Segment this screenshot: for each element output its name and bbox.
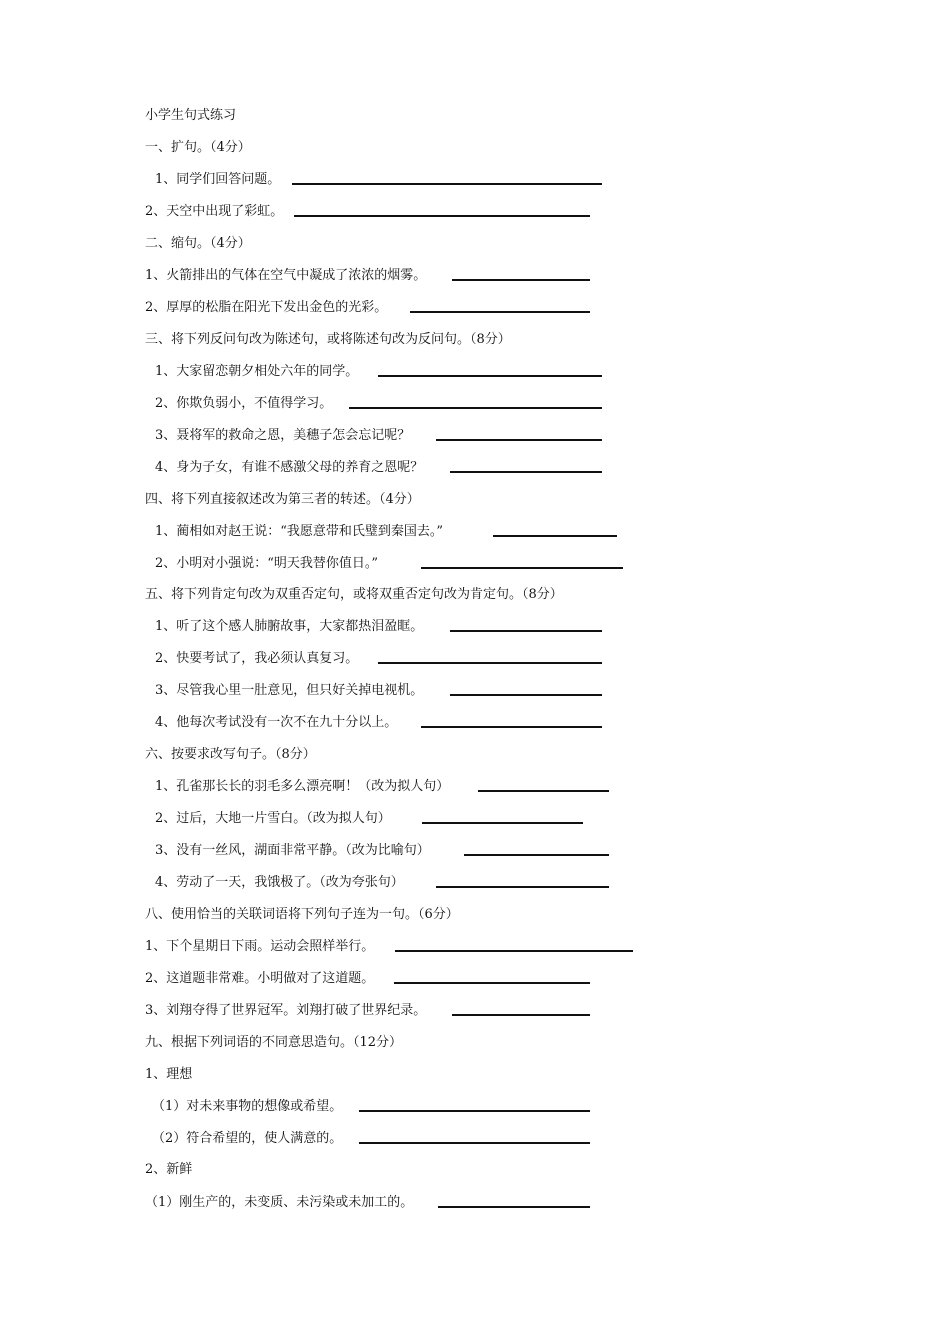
word-label: 1、理想: [145, 1067, 193, 1082]
answer-blank[interactable]: [292, 183, 602, 185]
question-text: （2）符合希望的，使人满意的。: [152, 1131, 343, 1146]
answer-blank[interactable]: [359, 1142, 590, 1144]
answer-blank[interactable]: [422, 822, 583, 824]
question-text: 3、聂将军的救命之恩，美穗子怎会忘记呢？: [155, 428, 411, 443]
question-text: 2、你欺负弱小，不值得学习。: [155, 396, 333, 411]
answer-blank[interactable]: [378, 662, 602, 664]
question-text: 1、下个星期日下雨。运动会照样举行。: [145, 939, 375, 954]
question-text: （1）刚生产的，未变质、未污染或未加工的。: [145, 1195, 414, 1210]
answer-blank[interactable]: [452, 279, 590, 281]
answer-blank[interactable]: [438, 1206, 590, 1208]
section-heading-2: 二、缩句。（4分）: [145, 236, 251, 251]
section-heading-6: 六、按要求改写句子。（8分）: [145, 747, 316, 762]
answer-blank[interactable]: [349, 407, 602, 409]
question-text: 1、蔺相如对赵王说：“我愿意带和氏璧到秦国去。”: [155, 524, 444, 539]
question-text: 1、大家留恋朝夕相处六年的同学。: [155, 364, 359, 379]
question-text: 1、火箭排出的气体在空气中凝成了浓浓的烟雾。: [145, 268, 427, 283]
section-heading-1: 一、扩句。（4分）: [145, 140, 251, 155]
answer-blank[interactable]: [450, 694, 602, 696]
section-heading-8: 八、使用恰当的关联词语将下列句子连为一句。（6分）: [145, 907, 459, 922]
word-label: 2、新鲜: [145, 1162, 193, 1177]
question-text: 4、身为子女，有谁不感激父母的养育之恩呢？: [155, 460, 424, 475]
question-text: 1、孔雀那长长的羽毛多么漂亮啊！（改为拟人句）: [155, 779, 450, 794]
answer-blank[interactable]: [294, 215, 590, 217]
page-title: 小学生句式练习: [145, 108, 237, 123]
question-text: 1、听了这个感人肺腑故事，大家都热泪盈眶。: [155, 619, 424, 634]
question-text: 3、尽管我心里一肚意见，但只好关掉电视机。: [155, 683, 424, 698]
question-text: 2、厚厚的松脂在阳光下发出金色的光彩。: [145, 300, 388, 315]
question-text: （1）对未来事物的想像或希望。: [152, 1099, 343, 1114]
question-text: 2、天空中出现了彩虹。: [145, 204, 284, 219]
answer-blank[interactable]: [436, 439, 602, 441]
answer-blank[interactable]: [452, 1014, 590, 1016]
section-heading-4: 四、将下列直接叙述改为第三者的转述。（4分）: [145, 492, 420, 507]
question-text: 2、过后，大地一片雪白。（改为拟人句）: [155, 811, 391, 826]
answer-blank[interactable]: [421, 726, 602, 728]
question-text: 1、同学们回答问题。: [155, 172, 281, 187]
question-text: 2、小明对小强说：“明天我替你值日。”: [155, 556, 379, 571]
answer-blank[interactable]: [359, 1110, 590, 1112]
answer-blank[interactable]: [421, 567, 623, 569]
section-heading-3: 三、将下列反问句改为陈述句，或将陈述句改为反问句。（8分）: [145, 332, 511, 347]
question-text: 4、他每次考试没有一次不在九十分以上。: [155, 715, 398, 730]
answer-blank[interactable]: [478, 790, 609, 792]
answer-blank[interactable]: [464, 854, 609, 856]
answer-blank[interactable]: [395, 950, 633, 952]
question-text: 2、这道题非常难。小明做对了这道题。: [145, 971, 375, 986]
question-text: 3、刘翔夺得了世界冠军。刘翔打破了世界纪录。: [145, 1003, 427, 1018]
answer-blank[interactable]: [450, 471, 602, 473]
answer-blank[interactable]: [493, 535, 617, 537]
answer-blank[interactable]: [450, 630, 602, 632]
answer-blank[interactable]: [378, 375, 602, 377]
answer-blank[interactable]: [410, 311, 590, 313]
question-text: 2、快要考试了，我必须认真复习。: [155, 651, 359, 666]
question-text: 3、没有一丝风，湖面非常平静。（改为比喻句）: [155, 843, 430, 858]
answer-blank[interactable]: [436, 886, 609, 888]
question-text: 4、劳动了一天，我饿极了。（改为夸张句）: [155, 875, 404, 890]
section-heading-5: 五、将下列肯定句改为双重否定句，或将双重否定句改为肯定句。（8分）: [145, 587, 563, 602]
answer-blank[interactable]: [394, 982, 590, 984]
section-heading-9: 九、根据下列词语的不同意思造句。（12分）: [145, 1035, 403, 1050]
